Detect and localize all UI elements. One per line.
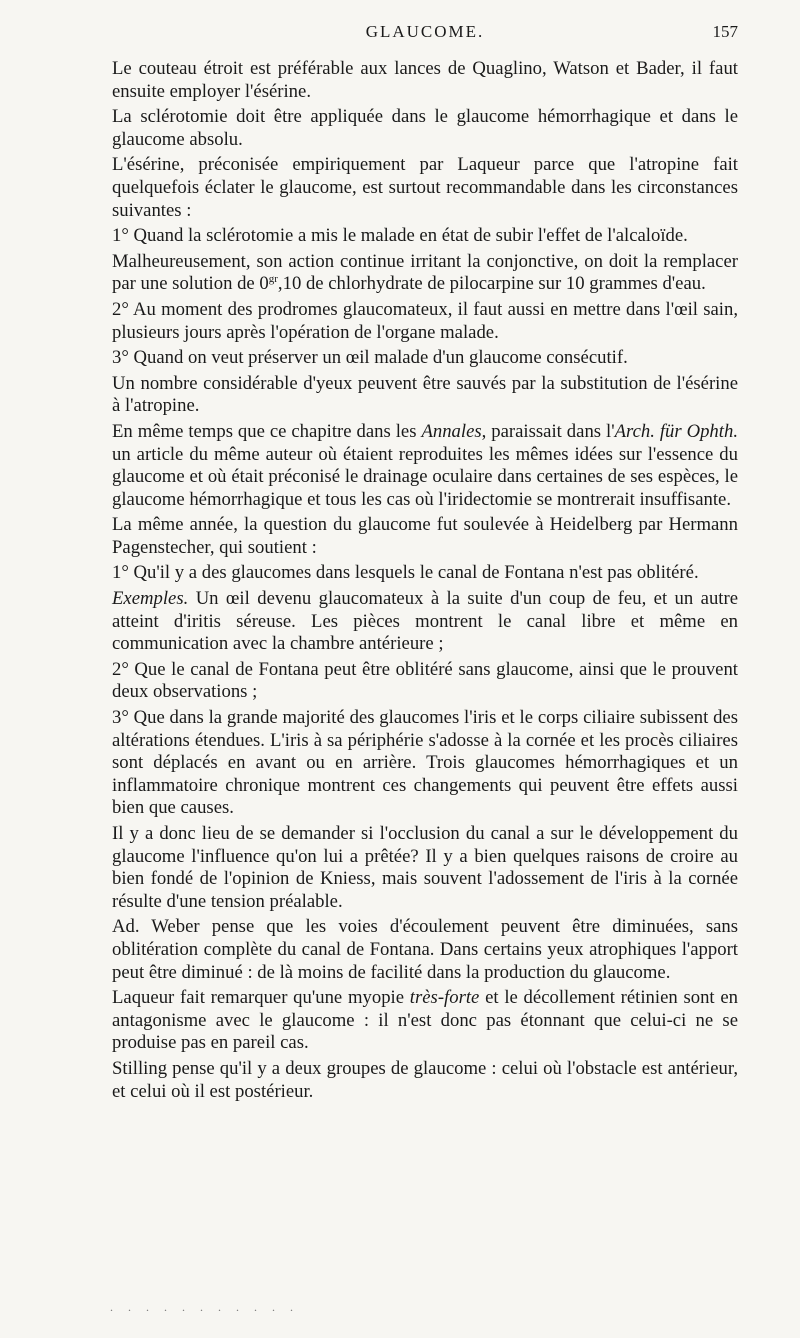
journal-title: Arch. für Ophth. <box>614 420 738 442</box>
paragraph: Il y a donc lieu de se demander si l'occlusion du canal a sur le développement du glaucome l'influence qu'on lui a prêtée? Il y a bien quelques raisons de croire au bien fondé de l'opinion de Kniess, mais souvent l'adossement de l'iris à la cornée résulte d'une tension préalable. <box>112 823 738 912</box>
paragraph: 3° Que dans la grande majorité des glaucomes l'iris et le corps ciliaire subissent des altérations étendues. L'iris à sa périphérie s'adosse à la cornée et les procès ciliaires sont déplacés en avant ou en arrière. Trois glaucomes hémorrhagiques et un inflammatoire chronique montrent ces changements qui peuvent être effets aussi bien que causes. <box>112 707 738 819</box>
paragraph-text: , paraissait dans l' <box>481 420 615 442</box>
paragraph: Le couteau étroit est préférable aux lances de Quaglino, Watson et Bader, il faut ensuite employer l'ésérine. <box>112 58 738 102</box>
paragraph-text: un article du même auteur où étaient reproduites les mêmes idées sur l'essence du glaucome et où était préconisé le drainage oculaire dans certaines de ses espèces, le glaucome hémorrhagique et tous les cas où l'iridectomie se montrerait insuffisante. <box>112 443 738 510</box>
emphasis: très-forte <box>409 987 480 1009</box>
superscript-unit: gr <box>268 273 278 286</box>
body-text <box>112 58 738 1106</box>
paragraph: L'ésérine, préconisée empiriquement par Laqueur parce que l'atropine fait quelquefois éclater le glaucome, est surtout recommandable dans les circonstances suivantes : <box>112 154 738 221</box>
footer-marks: . . . . . . . . . . . <box>110 1300 299 1314</box>
paragraph: La même année, la question du glaucome fut soulevée à Heidelberg par Hermann Pagenstecher, qui soutient : <box>112 514 738 558</box>
paragraph: 2° Que le canal de Fontana peut être oblitéré sans glaucome, ainsi que le prouvent deux observations ; <box>112 658 738 703</box>
page-number: 157 <box>712 22 738 41</box>
paragraph-text: ,10 de chlorhydrate de pilocarpine sur 10 grammes d'eau. <box>277 273 706 295</box>
paragraph: Stilling pense qu'il y a deux groupes de glaucome : celui où l'obstacle est antérieur, et celui où il est postérieur. <box>112 1057 738 1102</box>
paragraph: Ad. Weber pense que les voies d'écoulement peuvent être diminuées, sans oblitération complète du canal de Fontana. Dans certains yeux atrophiques l'apport peut être diminué : de là moins de facilité dans la production du glaucome. <box>112 916 738 983</box>
paragraph <box>112 987 738 1055</box>
paragraph-text: et le décollement rétinien sont en antagonisme avec le glaucome : il n'est donc pas étonnant que celui-ci ne se produise pas en pareil cas. <box>112 987 738 1054</box>
paragraph: 2° Au moment des prodromes glaucomateux, il faut aussi en mettre dans l'œil sain, plusieurs jours après l'opération de l'organe malade. <box>112 298 738 343</box>
paragraph-text: En même temps que ce chapitre dans les <box>112 420 422 442</box>
paragraph: 3° Quand on veut préserver un œil malade d'un glaucome consécutif. <box>112 347 628 369</box>
paragraph: Un nombre considérable d'yeux peuvent être sauvés par la substitution de l'ésérine à l'atropine. <box>112 372 738 417</box>
journal-title: Annales <box>421 420 482 442</box>
paragraph-text: Un œil devenu glaucomateux à la suite d'un coup de feu, et un autre atteint d'iritis séreuse. Les pièces montrent le canal libre et même en communication avec la chambre antérieure ; <box>112 588 738 655</box>
paragraph <box>112 588 738 656</box>
paragraph: 1° Quand la sclérotomie a mis le malade en état de subir l'effet de l'alcaloïde. <box>112 225 688 247</box>
running-header <box>112 22 738 48</box>
paragraph: 1° Qu'il y a des glaucomes dans lesquels le canal de Fontana n'est pas oblitéré. <box>112 562 699 584</box>
paragraph-text: Malheureusement, son action continue irritant la conjonctive, on doit la remplacer par une solution de 0 <box>112 250 738 295</box>
paragraph: La sclérotomie doit être appliquée dans le glaucome hémorrhagique et dans le glaucome absolu. <box>112 106 738 150</box>
paragraph <box>112 421 738 511</box>
paragraph-text: Laqueur fait remarquer qu'une myopie <box>112 987 410 1009</box>
paragraph <box>112 251 738 296</box>
running-title: GLAUCOME. <box>365 22 485 41</box>
emphasis: Exemples. <box>112 588 189 610</box>
